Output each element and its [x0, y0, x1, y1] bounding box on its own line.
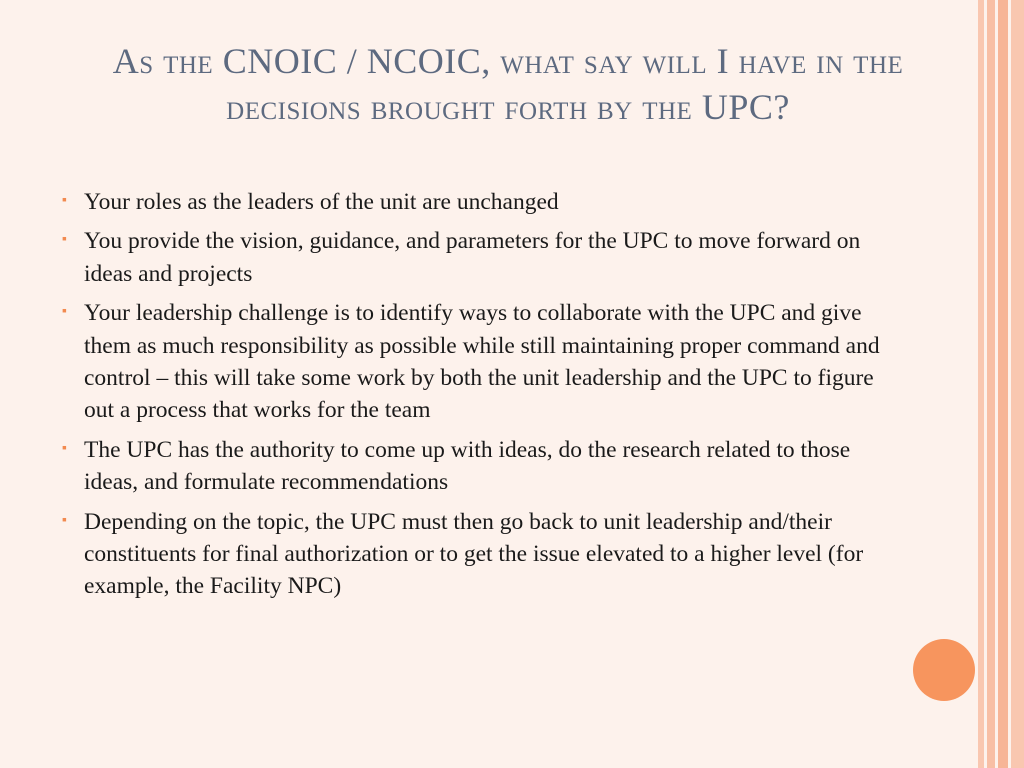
decorative-stripe	[998, 0, 1008, 768]
bullet-icon: ▪	[62, 304, 67, 320]
decorative-circle	[913, 639, 975, 701]
list-item	[62, 186, 882, 218]
bullet-text: Your leadership challenge is to identify ways to collaborate with the UPC and give them as much responsibility as possible while still maintaining proper command and control – this will take some work by both the unit leadership and the UPC to figure out a process that works for the team	[84, 300, 880, 424]
bullet-icon: ▪	[62, 512, 67, 528]
list-item	[62, 506, 882, 603]
bullet-text: The UPC has the authority to come up with ideas, do the research related to those ideas, and formulate recommendations	[84, 436, 851, 496]
slide-title: As the CNOIC / NCOIC, what say will I have in the decisions brought forth by the UPC?	[112, 41, 904, 127]
list-item	[62, 434, 882, 499]
bullet-icon: ▪	[62, 232, 67, 248]
decorative-stripe	[987, 0, 995, 768]
bullet-text: Depending on the topic, the UPC must then go back to unit leadership and/their constituents for final authorization or to get the issue elevated to a higher level (for example, the Facility NPC)	[84, 508, 864, 600]
list-item	[62, 225, 882, 290]
decorative-stripe	[1011, 0, 1024, 768]
bullet-icon: ▪	[62, 440, 67, 456]
bullet-text: You provide the vision, guidance, and parameters for the UPC to move forward on ideas and projects	[84, 228, 861, 287]
bullet-icon: ▪	[62, 193, 67, 208]
bullet-text: Your roles as the leaders of the unit are unchanged	[84, 189, 559, 215]
list-item	[62, 297, 882, 427]
bullet-list	[62, 186, 882, 610]
